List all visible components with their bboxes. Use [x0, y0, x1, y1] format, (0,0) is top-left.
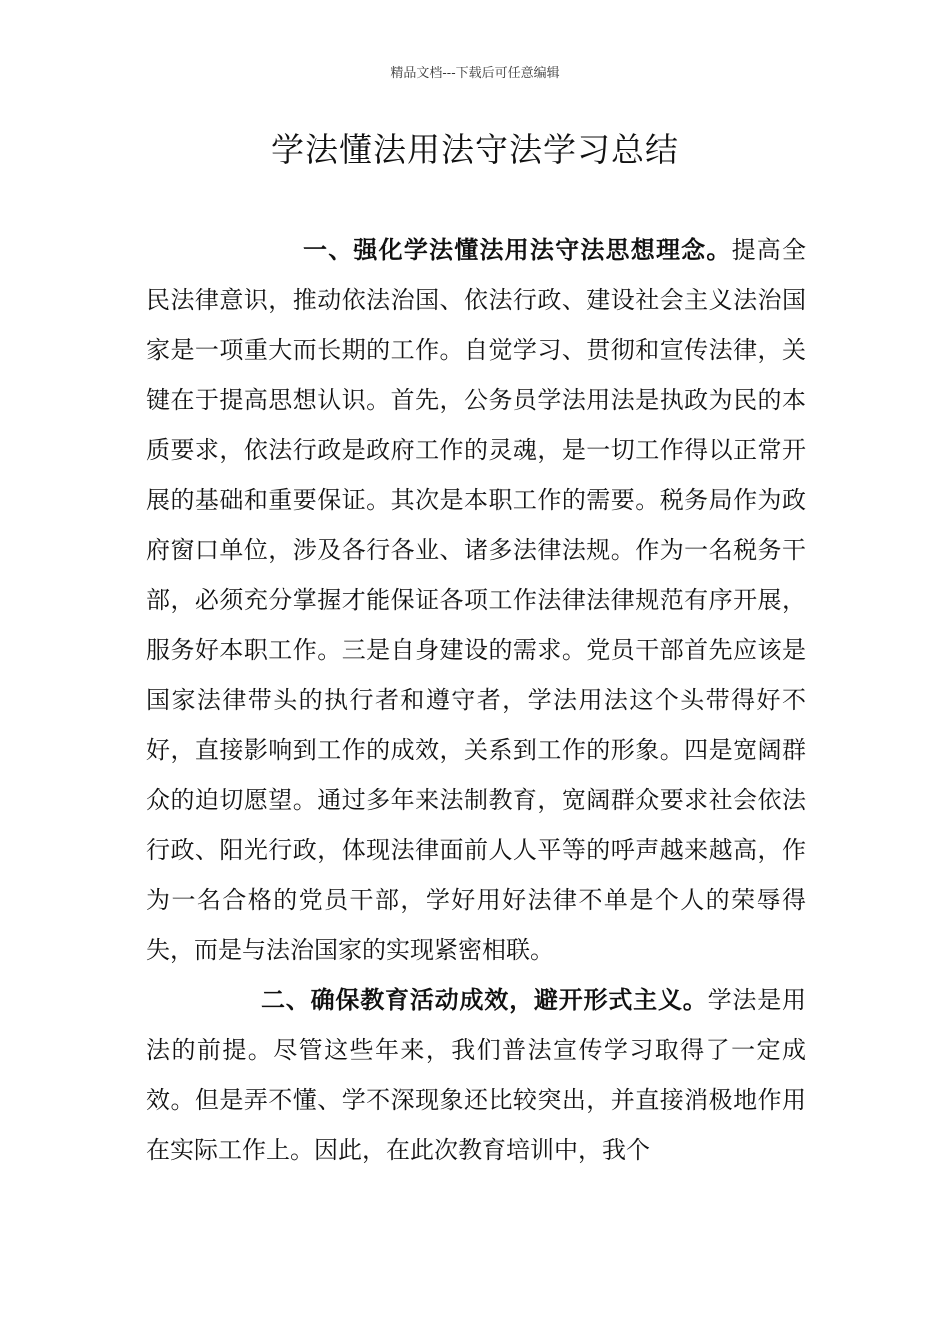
paragraph-1-heading: 一、强化学法懂法用法守法思想理念。 [303, 235, 732, 264]
paragraph-1-text: 提高全民法律意识，推动依法治国、依法行政、建设社会主义法治国家是一项重大而长期的工作。自觉学习、贯彻和宣传法律，关键在于提高思想认识。首先，公务员学法用法是执政为民的本质要求，依法行政是政府工作的灵魂，是一切工作得以正常开展的基础和重要保证。其次是本职工作的需要。税务局作为政府窗口单位，涉及各行各业、诸多法律法规。作为一名税务干部，必须充分掌握才能保证各项工作法律法律规范有序开展，服务好本职工作。三是自身建设的需求。党员干部首先应该是国家法律带头的执行者和遵守者，学法用法这个头带得好不好，直接影响到工作的成效，关系到工作的形象。四是宽阔群众的迫切愿望。通过多年来法制教育，宽阔群众要求社会依法行政、阳光行政，体现法律面前人人平等的呼声越来越高，作为一名合格的党员干部，学好用好法律不单是个人的荣辱得失，而是与法治国家的实现紧密相联。 [146, 236, 806, 964]
paragraph-1 [146, 225, 806, 975]
document-title: 学法懂法用法守法学习总结 [271, 130, 679, 169]
document-body [146, 225, 806, 1175]
paragraph-2 [146, 975, 806, 1175]
paragraph-2-heading: 二、确保教育活动成效，避开形式主义。 [261, 985, 708, 1014]
page-header: 精品文档---下载后可任意编辑 [390, 66, 560, 81]
paragraph-2-text: 学法是用法的前提。尽管这些年来，我们普法宣传学习取得了一定成效。但是弄不懂、学不深现象还比较突出，并直接消极地作用在实际工作上。因此，在此次教育培训中，我个 [146, 986, 807, 1164]
